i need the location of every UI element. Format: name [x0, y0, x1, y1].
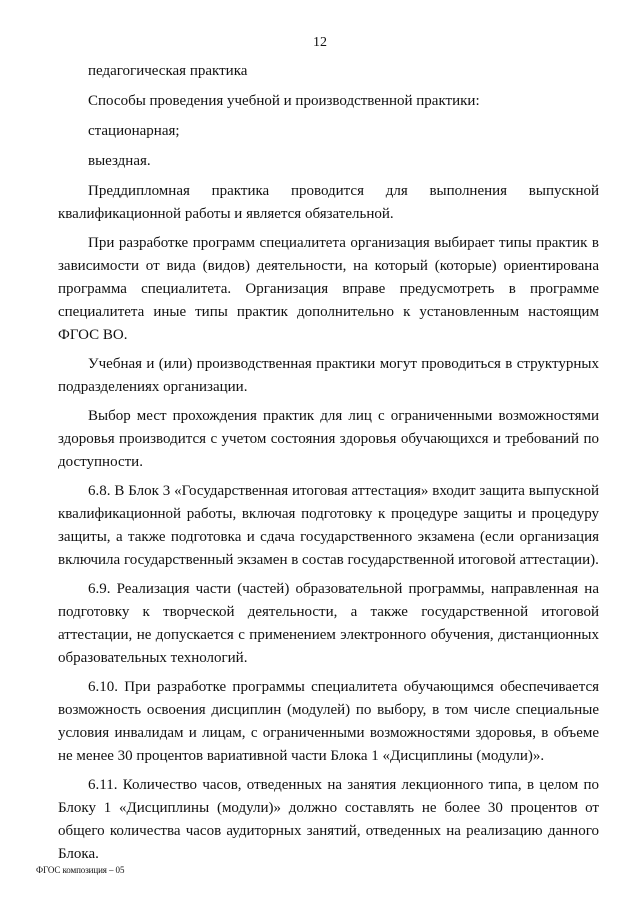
page-footer: ФГОС композиция – 05: [36, 865, 125, 875]
document-body: [58, 60, 599, 872]
page-number: 12: [313, 35, 327, 50]
paragraph-6-8: 6.8. В Блок 3 «Государственная итоговая аттестация» входит защита выпускной квалификационной работы, включая подготовку к процедуре защиты и процедуру защиты, а также подготовка и сдача государственного экзамена (если организация включила государственный экзамен в состав государственной итоговой аттестации).: [58, 483, 599, 568]
paragraph-6-10: 6.10. При разработке программы специалитета обучающимся обеспечивается возможность освоения дисциплин (модулей) по выбору, в том числе специальные условия инвалидам и лицам, с ограниченными возможностями здоровья, в объеме не менее 30 процентов вариативной части Блока 1 «Дисциплины (модули)».: [58, 679, 599, 764]
paragraph-field: выездная.: [88, 153, 151, 169]
paragraph-6-11: 6.11. Количество часов, отведенных на занятия лекционного типа, в целом по Блоку 1 «Дисциплины (модули)» должно составлять не более 30 процентов от общего количества часов аудиторных занятий, отведенных на реализацию данного Блока.: [58, 777, 599, 862]
paragraph-6-9: 6.9. Реализация части (частей) образовательной программы, направленная на подготовку к творческой деятельности, а также государственной итоговой аттестации, не допускается с применением электронного обучения, дистанционных образовательных технологий.: [58, 581, 599, 666]
paragraph-practice-selection: При разработке программ специалитета организация выбирает типы практик в зависимости от вида (видов) деятельности, на который (которые) ориентирована программа специалитета. Организация вправе предусмотреть в программе специалитета иные типы практик дополнительно к установленным настоящим ФГОС ВО.: [58, 235, 599, 343]
paragraph-practice-type: педагогическая практика: [88, 63, 248, 79]
paragraph-practice-methods: Способы проведения учебной и производственной практики:: [88, 93, 480, 109]
paragraph-structural-units: Учебная и (или) производственная практики могут проводиться в структурных подразделениях организации.: [58, 356, 599, 395]
paragraph-disabled-placement: Выбор мест прохождения практик для лиц с ограниченными возможностями здоровья производится с учетом состояния здоровья обучающихся и требований по доступности.: [58, 408, 599, 470]
paragraph-stationary: стационарная;: [88, 123, 180, 139]
paragraph-prediploma: Преддипломная практика проводится для выполнения выпускной квалификационной работы и является обязательной.: [58, 183, 599, 222]
